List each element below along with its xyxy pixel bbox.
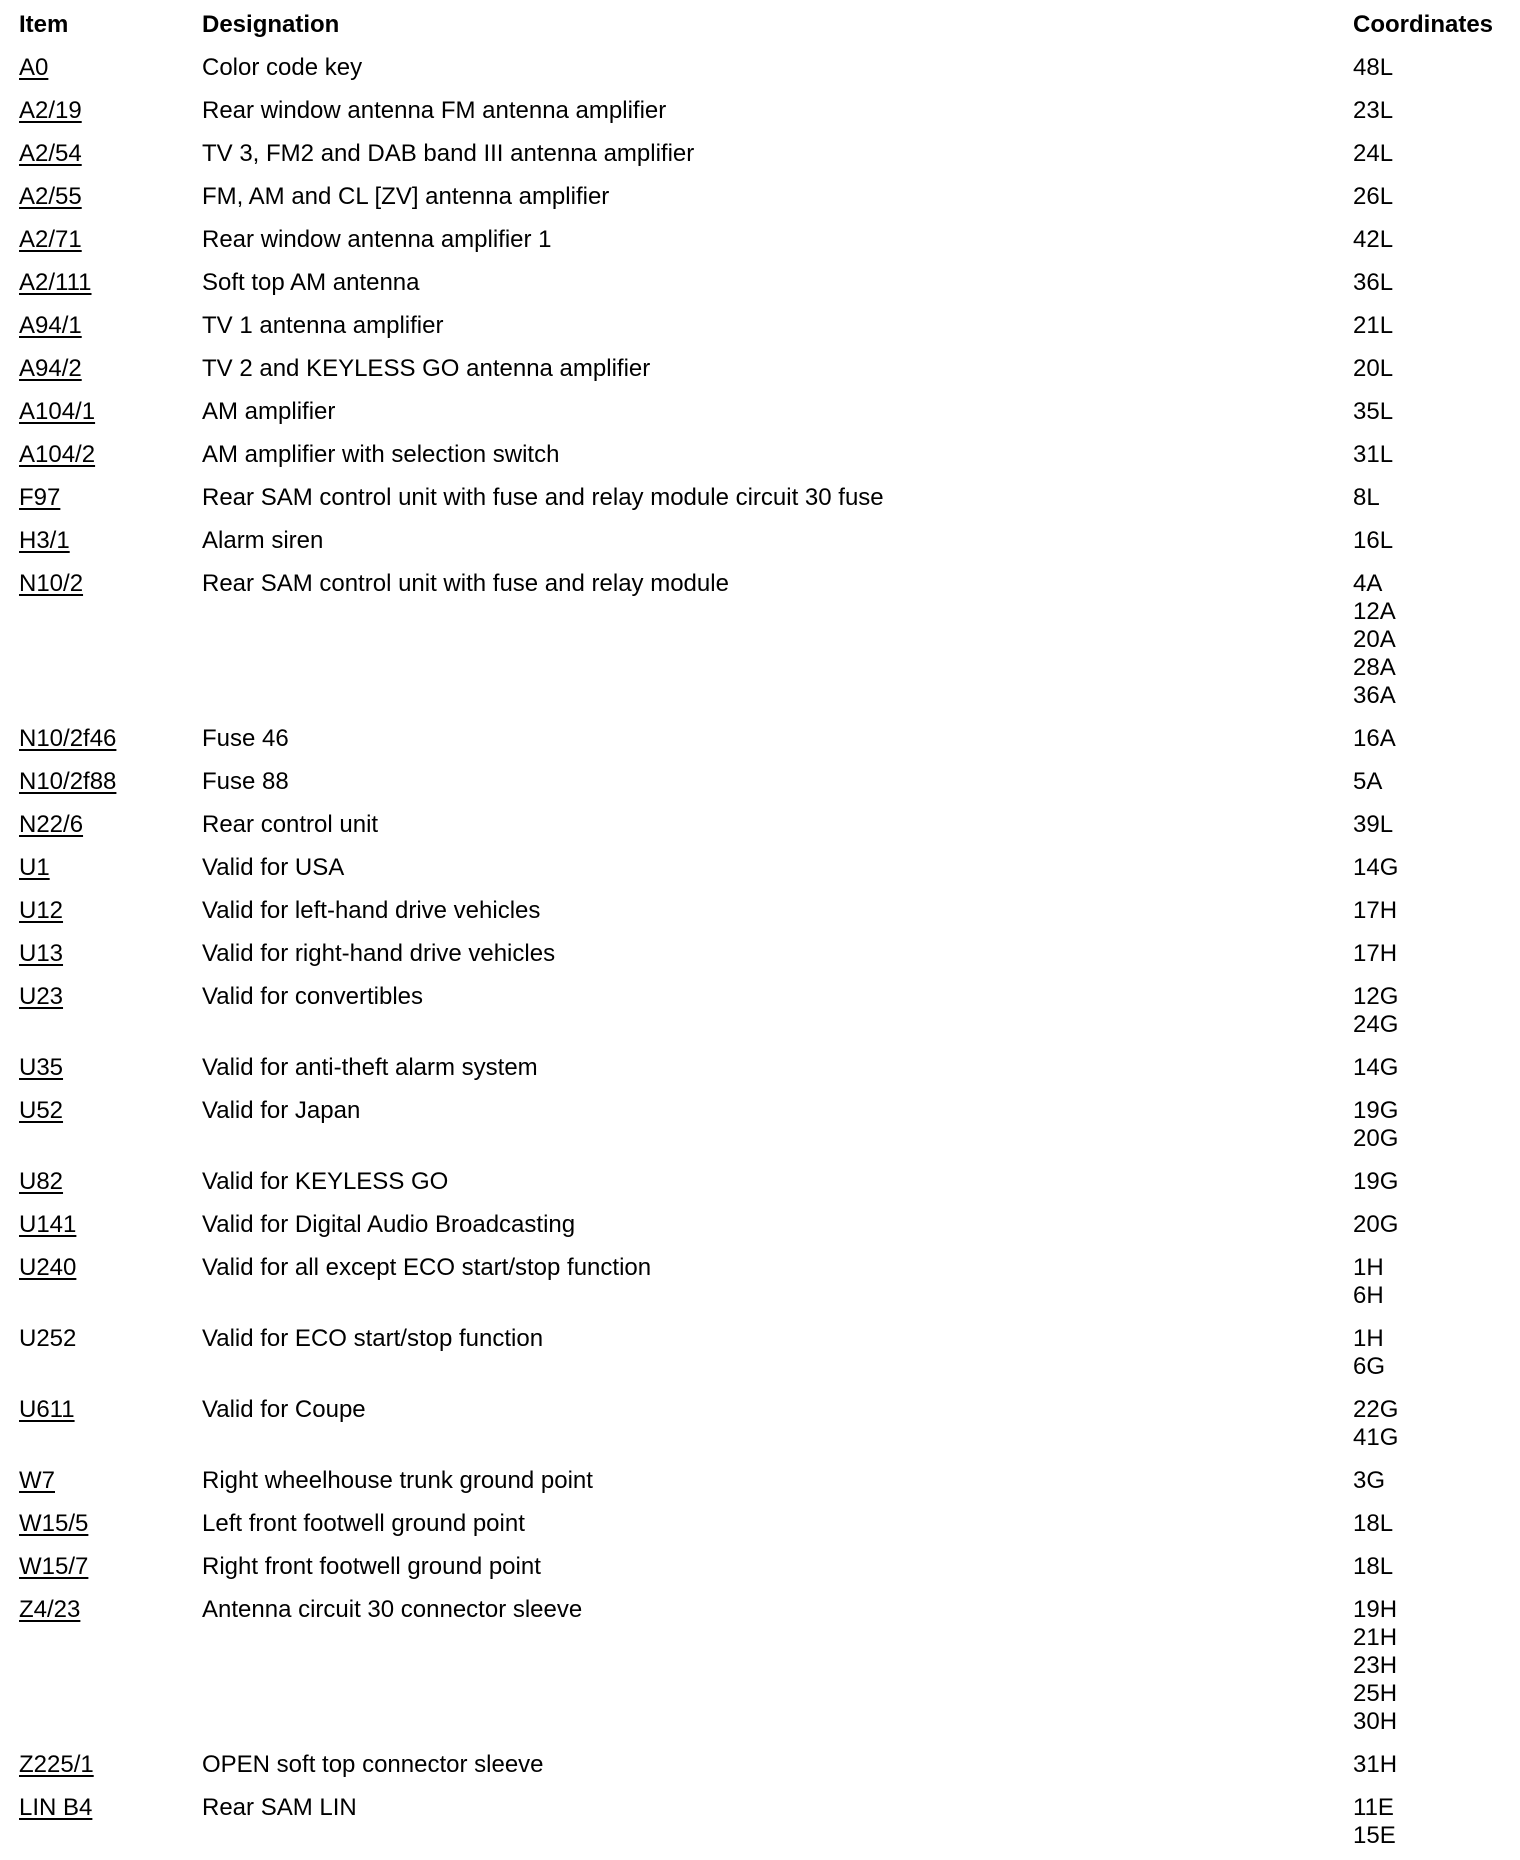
coordinate-value: 1H: [1353, 1325, 1384, 1352]
item-cell: [0, 519, 202, 562]
coordinates-cell: [1353, 476, 1520, 519]
designation-cell: Valid for left-hand drive vehicles: [202, 897, 541, 924]
designation-cell: Rear window antenna amplifier 1: [202, 226, 552, 253]
item-link[interactable]: N10/2: [19, 570, 84, 597]
coordinate-value: 16A: [1353, 725, 1396, 752]
table-row: [0, 975, 1520, 1046]
table-row: [0, 889, 1520, 932]
coordinate-value: 20G: [1353, 1211, 1399, 1238]
coordinates-cell: [1353, 46, 1520, 89]
coordinate-value: 17H: [1353, 897, 1398, 924]
table-row: [0, 1388, 1520, 1459]
coordinates-cell: [1353, 1786, 1520, 1857]
table-row: [0, 846, 1520, 889]
designation-cell: Valid for all except ECO start/stop function: [202, 1254, 652, 1281]
coordinates-cell: [1353, 132, 1520, 175]
designation-cell: Fuse 88: [202, 768, 289, 795]
header-coordinates: Coordinates: [1353, 11, 1494, 38]
table-row: [0, 1588, 1520, 1743]
designation-cell: FM, AM and CL [ZV] antenna amplifier: [202, 183, 610, 210]
coordinate-value: 4A: [1353, 570, 1383, 597]
coordinate-value: 14G: [1353, 1054, 1399, 1081]
coordinate-value: 6G: [1353, 1353, 1386, 1380]
coordinate-value: 24L: [1353, 140, 1394, 167]
item-link[interactable]: W15/5: [19, 1510, 89, 1537]
coordinates-cell: [1353, 760, 1520, 803]
item-cell: [0, 1545, 202, 1588]
item-link[interactable]: N10/2f46: [19, 725, 117, 752]
item-link[interactable]: U141: [19, 1211, 77, 1238]
coordinate-value: 3G: [1353, 1467, 1386, 1494]
coordinates-cell: [1353, 304, 1520, 347]
coordinates-cell: [1353, 1388, 1520, 1459]
table-row: [0, 1502, 1520, 1545]
coordinate-value: 20L: [1353, 355, 1394, 382]
coordinate-value: 36A: [1353, 682, 1396, 709]
item-link[interactable]: A2/19: [19, 97, 82, 124]
coordinate-value: 28A: [1353, 654, 1396, 681]
designation-cell: Valid for convertibles: [202, 983, 423, 1010]
designation-cell: TV 3, FM2 and DAB band III antenna amplifier: [202, 140, 695, 167]
item-link[interactable]: A94/2: [19, 355, 82, 382]
coordinates-cell: [1353, 1588, 1520, 1743]
coordinates-cell: [1353, 1743, 1520, 1786]
item-link[interactable]: A2/71: [19, 226, 82, 253]
coordinates-cell: [1353, 261, 1520, 304]
designation-cell: Valid for ECO start/stop function: [202, 1325, 544, 1352]
item-cell: [0, 261, 202, 304]
coordinate-value: 15E: [1353, 1822, 1396, 1849]
header-designation: Designation: [202, 11, 340, 38]
item-cell: [0, 562, 202, 717]
item-link[interactable]: U1: [19, 854, 50, 881]
coordinate-value: 36L: [1353, 269, 1394, 296]
coordinate-value: 19G: [1353, 1168, 1399, 1195]
item-link[interactable]: A2/54: [19, 140, 82, 167]
legend-body: [0, 46, 1520, 1857]
item-link[interactable]: LIN B4: [19, 1794, 93, 1821]
designation-cell: AM amplifier with selection switch: [202, 441, 560, 468]
table-row: [0, 347, 1520, 390]
item-link[interactable]: H3/1: [19, 527, 70, 554]
item-cell: [0, 1459, 202, 1502]
item-cell: [0, 390, 202, 433]
table-row: [0, 1160, 1520, 1203]
designation-cell: Soft top AM antenna: [202, 269, 420, 296]
coordinates-cell: [1353, 803, 1520, 846]
coordinate-value: 31L: [1353, 441, 1394, 468]
coordinate-value: 6H: [1353, 1282, 1384, 1309]
table-row: [0, 519, 1520, 562]
coordinates-cell: [1353, 1317, 1520, 1388]
coordinates-cell: [1353, 390, 1520, 433]
item-cell: [0, 932, 202, 975]
item-cell: [0, 1246, 202, 1317]
designation-cell: TV 2 and KEYLESS GO antenna amplifier: [202, 355, 651, 382]
item-link[interactable]: A0: [19, 54, 49, 81]
coordinate-value: 41G: [1353, 1424, 1399, 1451]
designation-cell: Rear SAM control unit with fuse and relay module: [202, 570, 729, 597]
coordinates-cell: [1353, 932, 1520, 975]
item-link[interactable]: A104/1: [19, 398, 96, 425]
coordinate-value: 23L: [1353, 97, 1394, 124]
item-cell: [0, 1388, 202, 1459]
coordinate-value: 19H: [1353, 1596, 1398, 1623]
coordinates-cell: [1353, 433, 1520, 476]
coordinates-cell: [1353, 175, 1520, 218]
item-link[interactable]: F97: [19, 484, 61, 511]
table-row: [0, 46, 1520, 89]
item-link[interactable]: U12: [19, 897, 64, 924]
item-link[interactable]: W15/7: [19, 1553, 89, 1580]
item-cell: [0, 846, 202, 889]
item-cell: [0, 1588, 202, 1743]
coordinates-cell: [1353, 889, 1520, 932]
table-row: [0, 390, 1520, 433]
designation-cell: Antenna circuit 30 connector sleeve: [202, 1596, 583, 1623]
coordinate-value: 23H: [1353, 1652, 1398, 1679]
table-row: [0, 932, 1520, 975]
table-row: [0, 1246, 1520, 1317]
item-link[interactable]: N22/6: [19, 811, 84, 838]
item-cell: [0, 46, 202, 89]
item-link[interactable]: U35: [19, 1054, 64, 1081]
designation-cell: Rear window antenna FM antenna amplifier: [202, 97, 667, 124]
coordinate-value: 18L: [1353, 1553, 1394, 1580]
table-row: [0, 1743, 1520, 1786]
item-cell: [0, 1046, 202, 1089]
item-cell: [0, 218, 202, 261]
coordinate-value: 21L: [1353, 312, 1394, 339]
table-row: [0, 132, 1520, 175]
coordinate-value: 5A: [1353, 768, 1383, 795]
coordinate-value: 31H: [1353, 1751, 1398, 1778]
coordinate-value: 19G: [1353, 1097, 1399, 1124]
table-row: [0, 760, 1520, 803]
coordinates-cell: [1353, 1203, 1520, 1246]
table-row: [0, 717, 1520, 760]
item-cell: [0, 89, 202, 132]
table-row: [0, 1317, 1520, 1388]
coordinates-cell: [1353, 218, 1520, 261]
coordinate-value: 12G: [1353, 983, 1399, 1010]
item-link[interactable]: U52: [19, 1097, 64, 1124]
coordinate-value: 39L: [1353, 811, 1394, 838]
coordinate-value: 24G: [1353, 1011, 1399, 1038]
coordinate-value: 12A: [1353, 598, 1396, 625]
coordinate-value: 8L: [1353, 484, 1380, 511]
item-cell: [0, 476, 202, 519]
item-link[interactable]: A104/2: [19, 441, 96, 468]
item-cell: [0, 1743, 202, 1786]
designation-cell: Valid for right-hand drive vehicles: [202, 940, 556, 967]
item-link[interactable]: U240: [19, 1254, 77, 1281]
coordinates-cell: [1353, 562, 1520, 717]
item-cell: [0, 717, 202, 760]
coordinates-cell: [1353, 1089, 1520, 1160]
coordinate-value: 20A: [1353, 626, 1396, 653]
coordinates-cell: [1353, 846, 1520, 889]
coordinate-value: 11E: [1353, 1794, 1394, 1821]
item-cell: [0, 304, 202, 347]
coordinates-cell: [1353, 1160, 1520, 1203]
table-row: [0, 1089, 1520, 1160]
designation-cell: Valid for anti-theft alarm system: [202, 1054, 538, 1081]
table-row: [0, 1459, 1520, 1502]
item-cell: [0, 1203, 202, 1246]
coordinates-cell: [1353, 89, 1520, 132]
coordinates-cell: [1353, 519, 1520, 562]
item-link[interactable]: U611: [19, 1396, 75, 1423]
coordinates-cell: [1353, 717, 1520, 760]
table-row: [0, 803, 1520, 846]
table-row: [0, 1046, 1520, 1089]
item-cell: [0, 433, 202, 476]
designation-cell: Rear SAM LIN: [202, 1794, 357, 1821]
item-label: U252: [19, 1325, 77, 1352]
coordinate-value: 16L: [1353, 527, 1394, 554]
item-cell: [0, 175, 202, 218]
table-row: [0, 1786, 1520, 1857]
table-row: [0, 1203, 1520, 1246]
item-cell: [0, 347, 202, 390]
coordinate-value: 42L: [1353, 226, 1394, 253]
item-cell: [0, 760, 202, 803]
coordinates-cell: [1353, 975, 1520, 1046]
item-cell: [0, 889, 202, 932]
item-cell: [0, 975, 202, 1046]
table-row: [0, 304, 1520, 347]
item-cell: [0, 132, 202, 175]
designation-cell: Right front footwell ground point: [202, 1553, 541, 1580]
header-item: Item: [19, 11, 69, 38]
coordinate-value: 35L: [1353, 398, 1394, 425]
coordinates-cell: [1353, 1246, 1520, 1317]
coordinate-value: 21H: [1353, 1624, 1398, 1651]
table-row: [0, 218, 1520, 261]
item-link[interactable]: W7: [19, 1467, 55, 1494]
designation-cell: Color code key: [202, 54, 363, 81]
designation-cell: Rear control unit: [202, 811, 379, 838]
designation-cell: Valid for KEYLESS GO: [202, 1168, 449, 1195]
header-row: [0, 0, 1520, 46]
coordinate-value: 18L: [1353, 1510, 1394, 1537]
item-cell: [0, 803, 202, 846]
item-cell: [0, 1317, 202, 1388]
table-row: [0, 1545, 1520, 1588]
table-row: [0, 175, 1520, 218]
coordinate-value: 14G: [1353, 854, 1399, 881]
table-row: [0, 476, 1520, 519]
designation-cell: Valid for Japan: [202, 1097, 361, 1124]
item-link[interactable]: N10/2f88: [19, 768, 117, 795]
coordinate-value: 25H: [1353, 1680, 1398, 1707]
designation-cell: Right wheelhouse trunk ground point: [202, 1467, 593, 1494]
designation-cell: AM amplifier: [202, 398, 336, 425]
item-link[interactable]: U23: [19, 983, 64, 1010]
coordinates-cell: [1353, 1502, 1520, 1545]
table-row: [0, 562, 1520, 717]
item-cell: [0, 1502, 202, 1545]
designation-cell: OPEN soft top connector sleeve: [202, 1751, 544, 1778]
designation-cell: Fuse 46: [202, 725, 289, 752]
coordinates-cell: [1353, 1046, 1520, 1089]
item-link[interactable]: U13: [19, 940, 64, 967]
coordinate-value: 1H: [1353, 1254, 1384, 1281]
coordinate-value: 30H: [1353, 1708, 1398, 1735]
item-link[interactable]: Z4/23: [19, 1596, 81, 1623]
item-cell: [0, 1786, 202, 1857]
coordinates-cell: [1353, 347, 1520, 390]
designation-cell: Valid for Digital Audio Broadcasting: [202, 1211, 576, 1238]
coordinate-value: 48L: [1353, 54, 1394, 81]
coordinate-value: 17H: [1353, 940, 1398, 967]
designation-cell: Left front footwell ground point: [202, 1510, 525, 1537]
designation-cell: Valid for USA: [202, 854, 345, 881]
coordinates-cell: [1353, 1459, 1520, 1502]
designation-cell: Valid for Coupe: [202, 1396, 366, 1423]
item-cell: [0, 1160, 202, 1203]
designation-cell: TV 1 antenna amplifier: [202, 312, 444, 339]
designation-cell: Rear SAM control unit with fuse and relay module circuit 30 fuse: [202, 484, 884, 511]
coordinate-value: 20G: [1353, 1125, 1399, 1152]
table-row: [0, 261, 1520, 304]
coordinate-value: 22G: [1353, 1396, 1399, 1423]
item-link[interactable]: A94/1: [19, 312, 82, 339]
table-row: [0, 433, 1520, 476]
item-link[interactable]: U82: [19, 1168, 64, 1195]
item-link[interactable]: A2/55: [19, 183, 82, 210]
item-cell: [0, 1089, 202, 1160]
item-link[interactable]: A2/111: [19, 269, 92, 296]
designation-cell: Alarm siren: [202, 527, 324, 554]
coordinate-value: 26L: [1353, 183, 1394, 210]
item-link[interactable]: Z225/1: [19, 1751, 94, 1778]
table-row: [0, 89, 1520, 132]
coordinates-cell: [1353, 1545, 1520, 1588]
